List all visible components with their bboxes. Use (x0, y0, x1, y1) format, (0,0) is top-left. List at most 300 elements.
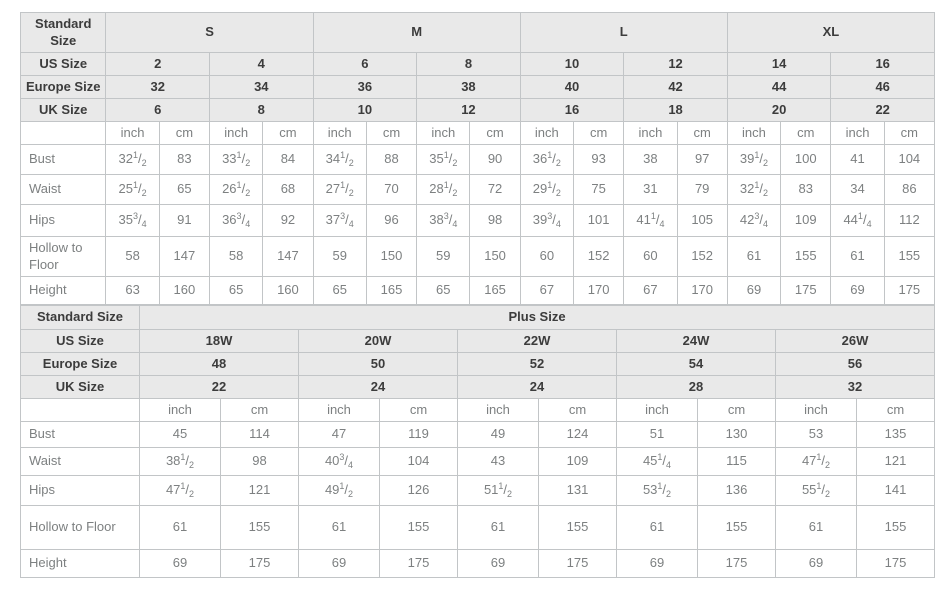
measure-value-cell: $40^3/_4$ (299, 448, 380, 476)
corner-label: Standard Size (21, 306, 140, 330)
size-value-cell: 52 (458, 353, 617, 376)
fraction-denominator: 2 (825, 489, 831, 500)
standard-size-table (20, 12, 935, 305)
size-value-cell: 12 (417, 99, 521, 122)
measure-value-cell: 109 (781, 205, 831, 237)
unit-label-cm: cm (159, 122, 209, 145)
measure-value-cell: 84 (263, 145, 313, 175)
measure-value-cell: 141 (857, 476, 935, 506)
measure-value-cell: 175 (380, 550, 458, 578)
fraction-denominator: 2 (245, 158, 251, 169)
fraction-numerator: 1 (236, 150, 242, 161)
measure-value-cell: $49^1/_2$ (299, 476, 380, 506)
measure-value-cell: 90 (470, 145, 520, 175)
size-value-cell: 40 (520, 76, 624, 99)
measure-value-cell: 121 (221, 476, 299, 506)
fraction-numerator: 1 (816, 481, 822, 492)
unit-header-row (21, 399, 935, 422)
measure-value-cell: $51^1/_2$ (458, 476, 539, 506)
fraction-numerator: 1 (857, 211, 863, 222)
measure-row-height (21, 550, 935, 578)
measure-value-cell: $33^1/_2$ (210, 145, 263, 175)
unit-label-cm: cm (857, 399, 935, 422)
fraction-numerator: 1 (657, 481, 663, 492)
measure-value-cell: 115 (698, 448, 776, 476)
fraction-denominator: 2 (452, 188, 458, 199)
unit-label-inch: inch (624, 122, 677, 145)
unit-label-cm: cm (574, 122, 624, 145)
fraction-numerator: 1 (498, 481, 504, 492)
fraction-denominator: 2 (189, 460, 195, 471)
size-value-cell: 20 (727, 99, 831, 122)
measure-value-cell: $45^1/_4$ (617, 448, 698, 476)
fraction-numerator: 1 (657, 452, 663, 463)
measure-value-cell: 104 (380, 448, 458, 476)
size-row-europe-size (21, 76, 935, 99)
fraction-denominator: 2 (825, 460, 831, 471)
measure-value-cell: 175 (857, 550, 935, 578)
size-row-uk-size (21, 99, 935, 122)
measure-value-cell: $47^1/_2$ (776, 448, 857, 476)
unit-label-cm: cm (884, 122, 934, 145)
unit-label-inch: inch (831, 122, 884, 145)
measure-value-cell: 86 (884, 175, 934, 205)
measure-value-cell: 69 (617, 550, 698, 578)
size-row-us-size (21, 53, 935, 76)
size-value-cell: 44 (727, 76, 831, 99)
measure-value-cell: 126 (380, 476, 458, 506)
measure-row-label: Hips (21, 476, 140, 506)
measure-value-cell: $38^1/_2$ (140, 448, 221, 476)
size-value-cell: 22 (140, 376, 299, 399)
measure-value-cell: 51 (617, 422, 698, 448)
unit-header-row (21, 122, 935, 145)
measure-value-cell: 65 (210, 277, 263, 305)
size-value-cell: 24 (458, 376, 617, 399)
fraction-denominator: 2 (555, 188, 561, 199)
unit-label-cm: cm (539, 399, 617, 422)
measure-value-cell: 150 (470, 237, 520, 277)
size-value-cell: 46 (831, 76, 935, 99)
fraction-denominator: 2 (348, 489, 354, 500)
measure-value-cell: 136 (698, 476, 776, 506)
measure-value-cell: 34 (831, 175, 884, 205)
fraction-denominator: 2 (141, 188, 147, 199)
fraction-denominator: 2 (763, 188, 769, 199)
size-row-uk-size (21, 376, 935, 399)
corner-label: Standard Size (21, 13, 106, 53)
measure-value-cell: 61 (727, 237, 780, 277)
measure-value-cell: 124 (539, 422, 617, 448)
measure-row-label: Height (21, 550, 140, 578)
measure-value-cell: 96 (366, 205, 416, 237)
measure-value-cell: 31 (624, 175, 677, 205)
measure-value-cell: 68 (263, 175, 313, 205)
unit-label-cm: cm (380, 399, 458, 422)
size-value-cell: 8 (210, 99, 314, 122)
measure-value-cell: 98 (470, 205, 520, 237)
size-group-s: S (106, 13, 313, 53)
measure-value-cell: 175 (884, 277, 934, 305)
fraction-numerator: 3 (443, 211, 449, 222)
measure-row-label: Waist (21, 175, 106, 205)
measure-value-cell: 147 (159, 237, 209, 277)
measure-value-cell: $39^3/_4$ (520, 205, 573, 237)
measure-value-cell: 83 (159, 145, 209, 175)
size-row-label: Europe Size (21, 353, 140, 376)
size-group-xl: XL (727, 13, 934, 53)
measure-value-cell: 152 (574, 237, 624, 277)
measure-value-cell: 131 (539, 476, 617, 506)
measure-value-cell: 155 (698, 506, 776, 550)
size-value-cell: 56 (776, 353, 935, 376)
fraction-denominator: 2 (763, 158, 769, 169)
unit-label-inch: inch (210, 122, 263, 145)
measure-value-cell: 79 (677, 175, 727, 205)
measure-value-cell: 105 (677, 205, 727, 237)
measure-value-cell: 47 (299, 422, 380, 448)
measure-value-cell: 97 (677, 145, 727, 175)
measure-value-cell: $36^1/_2$ (520, 145, 573, 175)
measure-value-cell: 69 (727, 277, 780, 305)
size-row-europe-size (21, 353, 935, 376)
measure-row-label: Hollow to Floor (21, 506, 140, 550)
measure-value-cell: 53 (776, 422, 857, 448)
measure-value-cell: $32^1/_2$ (727, 175, 780, 205)
measure-value-cell: $34^1/_2$ (313, 145, 366, 175)
size-value-cell: 18W (140, 330, 299, 353)
measure-value-cell: 69 (776, 550, 857, 578)
measure-value-cell: 109 (539, 448, 617, 476)
size-value-cell: 18 (624, 99, 728, 122)
size-value-cell: 26W (776, 330, 935, 353)
fraction-numerator: 3 (339, 452, 345, 463)
measure-value-cell: $38^3/_4$ (417, 205, 470, 237)
fraction-numerator: 1 (547, 150, 553, 161)
size-value-cell: 6 (313, 53, 417, 76)
size-row-label: US Size (21, 330, 140, 353)
fraction-denominator: 2 (141, 158, 147, 169)
measure-row-label: Bust (21, 145, 106, 175)
measure-value-cell: $29^1/_2$ (520, 175, 573, 205)
fraction-numerator: 1 (133, 180, 139, 191)
measure-value-cell: 91 (159, 205, 209, 237)
measure-value-cell: $39^1/_2$ (727, 145, 780, 175)
measure-value-cell: 65 (159, 175, 209, 205)
measure-value-cell: 155 (380, 506, 458, 550)
measure-value-cell: 170 (677, 277, 727, 305)
unit-row-empty-cell (21, 122, 106, 145)
measure-value-cell: $27^1/_2$ (313, 175, 366, 205)
measure-row-bust (21, 422, 935, 448)
fraction-denominator: 4 (555, 219, 561, 230)
measure-value-cell: $44^1/_4$ (831, 205, 884, 237)
size-row-label: UK Size (21, 376, 140, 399)
measure-value-cell: 155 (539, 506, 617, 550)
measure-value-cell: 61 (458, 506, 539, 550)
measure-value-cell: 61 (140, 506, 221, 550)
measure-value-cell: 65 (313, 277, 366, 305)
fraction-numerator: 1 (754, 150, 760, 161)
measure-value-cell: 152 (677, 237, 727, 277)
measure-value-cell: 61 (617, 506, 698, 550)
measure-value-cell: $32^1/_2$ (106, 145, 159, 175)
size-value-cell: 28 (617, 376, 776, 399)
size-value-cell: 14 (727, 53, 831, 76)
measure-value-cell: 72 (470, 175, 520, 205)
measure-value-cell: 98 (221, 448, 299, 476)
size-row-label: US Size (21, 53, 106, 76)
size-group-l: L (520, 13, 727, 53)
measure-value-cell: 60 (624, 237, 677, 277)
measure-value-cell: 104 (884, 145, 934, 175)
unit-label-inch: inch (417, 122, 470, 145)
unit-label-inch: inch (299, 399, 380, 422)
measure-value-cell: 100 (781, 145, 831, 175)
measure-value-cell: 61 (299, 506, 380, 550)
fraction-denominator: 2 (245, 188, 251, 199)
unit-label-cm: cm (366, 122, 416, 145)
measure-value-cell: 175 (698, 550, 776, 578)
measure-value-cell: 75 (574, 175, 624, 205)
size-value-cell: 4 (210, 53, 314, 76)
group-header-row (21, 306, 935, 330)
fraction-denominator: 2 (555, 158, 561, 169)
size-value-cell: 16 (831, 53, 935, 76)
measure-value-cell: 92 (263, 205, 313, 237)
fraction-denominator: 4 (666, 460, 672, 471)
measure-value-cell: 83 (781, 175, 831, 205)
unit-label-inch: inch (313, 122, 366, 145)
fraction-numerator: 1 (754, 180, 760, 191)
measure-value-cell: 135 (857, 422, 935, 448)
measure-value-cell: 165 (470, 277, 520, 305)
size-value-cell: 10 (313, 99, 417, 122)
measure-row-label: Bust (21, 422, 140, 448)
measure-value-cell: 155 (221, 506, 299, 550)
measure-value-cell: 60 (520, 237, 573, 277)
fraction-numerator: 1 (443, 150, 449, 161)
fraction-numerator: 1 (339, 481, 345, 492)
measure-row-height (21, 277, 935, 305)
unit-label-inch: inch (727, 122, 780, 145)
measure-value-cell: 69 (140, 550, 221, 578)
measure-value-cell: 155 (857, 506, 935, 550)
measure-value-cell: 49 (458, 422, 539, 448)
size-value-cell: 22W (458, 330, 617, 353)
fraction-denominator: 4 (348, 460, 354, 471)
measure-value-cell: $26^1/_2$ (210, 175, 263, 205)
measure-row-hollow-to-floor (21, 237, 935, 277)
measure-value-cell: $42^3/_4$ (727, 205, 780, 237)
measure-value-cell: 114 (221, 422, 299, 448)
measure-row-waist (21, 175, 935, 205)
measure-value-cell: $28^1/_2$ (417, 175, 470, 205)
fraction-denominator: 2 (189, 489, 195, 500)
size-value-cell: 36 (313, 76, 417, 99)
fraction-denominator: 2 (452, 158, 458, 169)
size-value-cell: 50 (299, 353, 458, 376)
measure-value-cell: 155 (884, 237, 934, 277)
size-group-m: M (313, 13, 520, 53)
unit-label-inch: inch (776, 399, 857, 422)
measure-row-hips (21, 476, 935, 506)
measure-row-label: Waist (21, 448, 140, 476)
fraction-denominator: 4 (763, 219, 769, 230)
measure-value-cell: $25^1/_2$ (106, 175, 159, 205)
measure-value-cell: 41 (831, 145, 884, 175)
plus-size-table (20, 305, 935, 578)
measure-row-hips (21, 205, 935, 237)
measure-value-cell: 88 (366, 145, 416, 175)
size-value-cell: 8 (417, 53, 521, 76)
measure-value-cell: 175 (781, 277, 831, 305)
size-value-cell: 16 (520, 99, 624, 122)
measure-value-cell: 175 (539, 550, 617, 578)
fraction-numerator: 3 (133, 211, 139, 222)
fraction-numerator: 1 (340, 180, 346, 191)
measure-value-cell: 112 (884, 205, 934, 237)
size-value-cell: 2 (106, 53, 210, 76)
fraction-denominator: 2 (348, 158, 354, 169)
fraction-denominator: 4 (866, 219, 872, 230)
measure-value-cell: 155 (781, 237, 831, 277)
size-value-cell: 24W (617, 330, 776, 353)
measure-value-cell: 59 (313, 237, 366, 277)
size-value-cell: 10 (520, 53, 624, 76)
fraction-denominator: 2 (348, 188, 354, 199)
measure-value-cell: $47^1/_2$ (140, 476, 221, 506)
measure-row-label: Hollow to Floor (21, 237, 106, 277)
measure-value-cell: 93 (574, 145, 624, 175)
unit-label-inch: inch (106, 122, 159, 145)
fraction-numerator: 3 (547, 211, 553, 222)
measure-value-cell: 170 (574, 277, 624, 305)
measure-value-cell: 61 (831, 237, 884, 277)
size-value-cell: 22 (831, 99, 935, 122)
measure-value-cell: 165 (366, 277, 416, 305)
measure-value-cell: $53^1/_2$ (617, 476, 698, 506)
size-value-cell: 12 (624, 53, 728, 76)
size-value-cell: 34 (210, 76, 314, 99)
fraction-denominator: 4 (452, 219, 458, 230)
unit-label-cm: cm (781, 122, 831, 145)
fraction-numerator: 3 (754, 211, 760, 222)
measure-value-cell: 45 (140, 422, 221, 448)
unit-label-inch: inch (520, 122, 573, 145)
fraction-numerator: 3 (236, 211, 242, 222)
measure-value-cell: $35^3/_4$ (106, 205, 159, 237)
size-row-label: Europe Size (21, 76, 106, 99)
measure-row-label: Height (21, 277, 106, 305)
size-row-us-size (21, 330, 935, 353)
measure-value-cell: 63 (106, 277, 159, 305)
unit-label-inch: inch (458, 399, 539, 422)
fraction-numerator: 1 (340, 150, 346, 161)
size-value-cell: 20W (299, 330, 458, 353)
fraction-denominator: 2 (666, 489, 672, 500)
unit-label-cm: cm (677, 122, 727, 145)
unit-label-cm: cm (698, 399, 776, 422)
measure-value-cell: 70 (366, 175, 416, 205)
fraction-numerator: 3 (340, 211, 346, 222)
measure-value-cell: $37^3/_4$ (313, 205, 366, 237)
measure-value-cell: 43 (458, 448, 539, 476)
unit-label-cm: cm (263, 122, 313, 145)
measure-value-cell: 130 (698, 422, 776, 448)
fraction-numerator: 1 (133, 150, 139, 161)
fraction-numerator: 1 (650, 211, 656, 222)
size-value-cell: 32 (776, 376, 935, 399)
fraction-numerator: 1 (236, 180, 242, 191)
fraction-denominator: 2 (507, 489, 513, 500)
measure-row-bust (21, 145, 935, 175)
fraction-numerator: 1 (180, 481, 186, 492)
measure-value-cell: 175 (221, 550, 299, 578)
measure-value-cell: 58 (210, 237, 263, 277)
unit-label-cm: cm (470, 122, 520, 145)
measure-value-cell: 147 (263, 237, 313, 277)
group-header-row (21, 13, 935, 53)
unit-label-inch: inch (140, 399, 221, 422)
unit-label-inch: inch (617, 399, 698, 422)
fraction-numerator: 1 (443, 180, 449, 191)
measure-value-cell: 69 (831, 277, 884, 305)
unit-label-cm: cm (221, 399, 299, 422)
size-value-cell: 32 (106, 76, 210, 99)
size-value-cell: 6 (106, 99, 210, 122)
fraction-numerator: 1 (180, 452, 186, 463)
measure-value-cell: $35^1/_2$ (417, 145, 470, 175)
size-group-plus-size: Plus Size (140, 306, 935, 330)
measure-value-cell: $55^1/_2$ (776, 476, 857, 506)
size-value-cell: 54 (617, 353, 776, 376)
measure-value-cell: 61 (776, 506, 857, 550)
measure-value-cell: 121 (857, 448, 935, 476)
measure-value-cell: 59 (417, 237, 470, 277)
measure-value-cell: $36^3/_4$ (210, 205, 263, 237)
measure-value-cell: 67 (520, 277, 573, 305)
size-value-cell: 48 (140, 353, 299, 376)
fraction-denominator: 4 (245, 219, 251, 230)
fraction-denominator: 4 (659, 219, 665, 230)
measure-value-cell: 119 (380, 422, 458, 448)
measure-row-hollow-to-floor (21, 506, 935, 550)
measure-value-cell: 69 (458, 550, 539, 578)
measure-value-cell: 160 (263, 277, 313, 305)
size-row-label: UK Size (21, 99, 106, 122)
measure-value-cell: 101 (574, 205, 624, 237)
measure-value-cell: 160 (159, 277, 209, 305)
size-value-cell: 42 (624, 76, 728, 99)
measure-row-waist (21, 448, 935, 476)
fraction-numerator: 1 (816, 452, 822, 463)
measure-row-label: Hips (21, 205, 106, 237)
size-value-cell: 24 (299, 376, 458, 399)
measure-value-cell: 150 (366, 237, 416, 277)
measure-value-cell: 38 (624, 145, 677, 175)
fraction-numerator: 1 (547, 180, 553, 191)
fraction-denominator: 4 (141, 219, 147, 230)
fraction-denominator: 4 (348, 219, 354, 230)
measure-value-cell: 69 (299, 550, 380, 578)
measure-value-cell: 65 (417, 277, 470, 305)
size-value-cell: 38 (417, 76, 521, 99)
measure-value-cell: $41^1/_4$ (624, 205, 677, 237)
measure-value-cell: 58 (106, 237, 159, 277)
measure-value-cell: 67 (624, 277, 677, 305)
unit-row-empty-cell (21, 399, 140, 422)
